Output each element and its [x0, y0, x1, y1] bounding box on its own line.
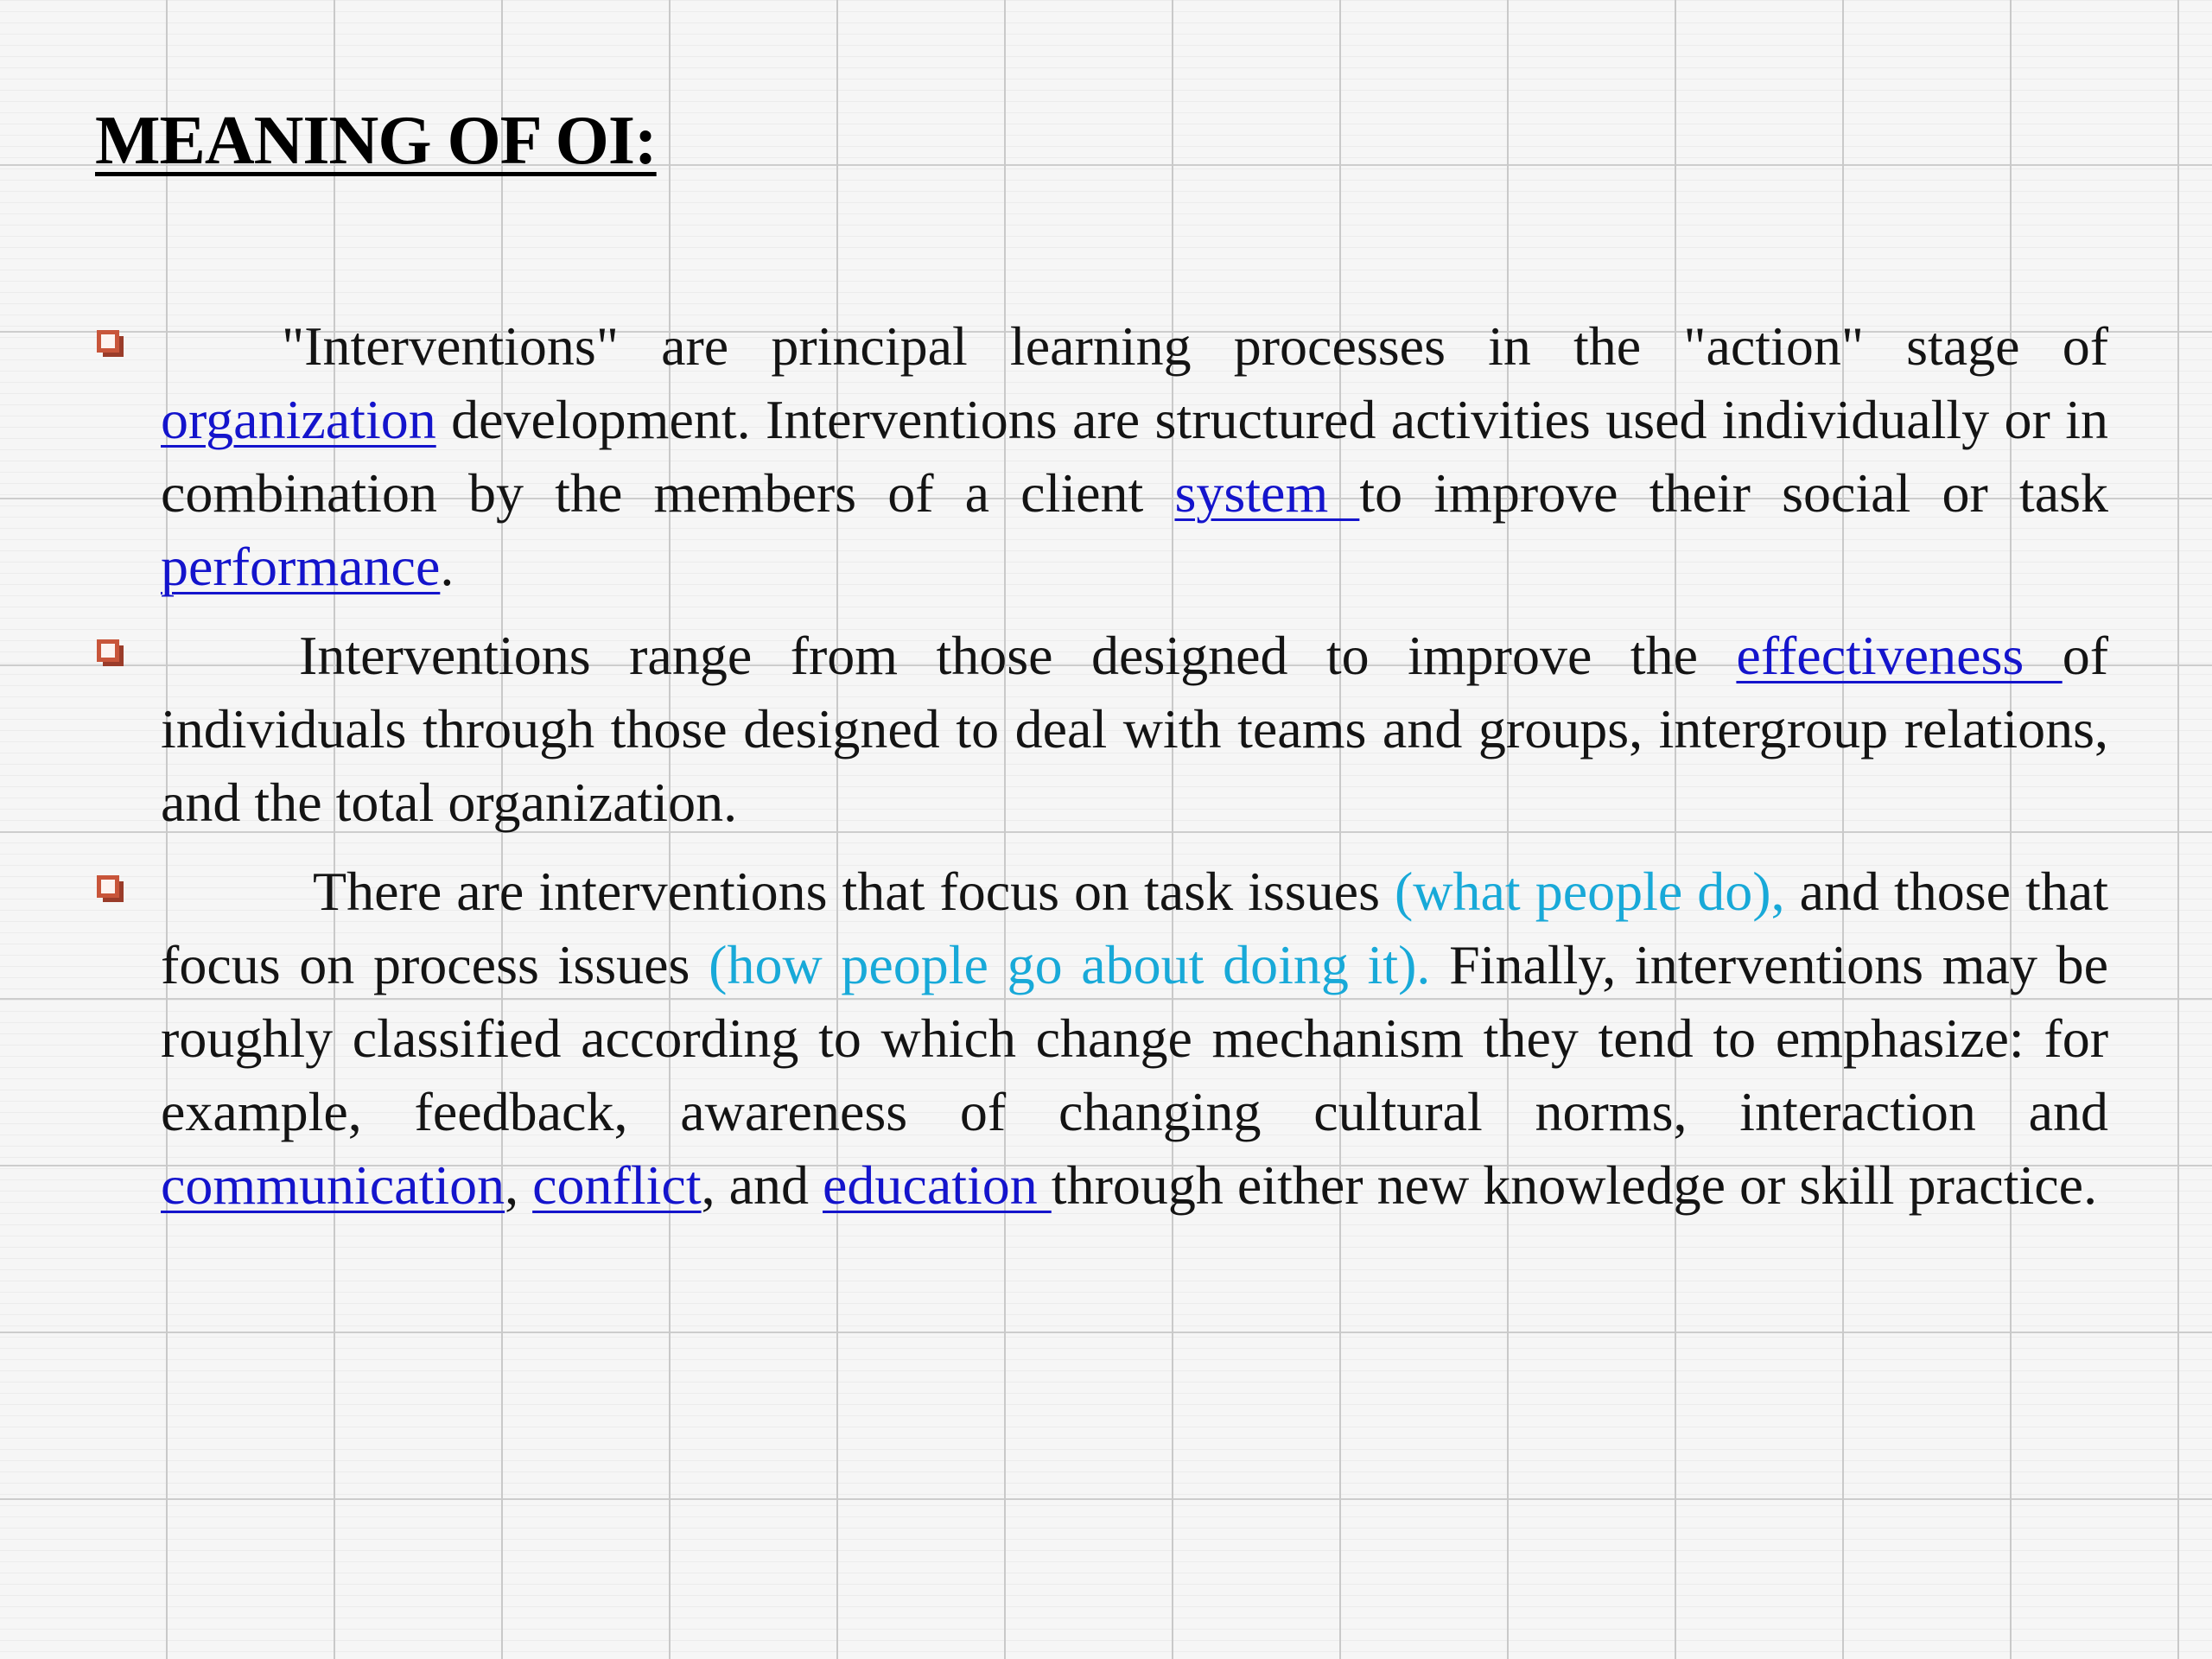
- bullet-text: through either new knowledge or skill practice.: [1051, 1154, 2098, 1216]
- link-performance[interactable]: performance: [161, 536, 441, 597]
- link-communication[interactable]: communication: [161, 1154, 505, 1216]
- link-system[interactable]: system: [1174, 462, 1360, 524]
- bullet-text: and those that focus on process issues: [161, 861, 2109, 995]
- bullet-text: , and: [701, 1154, 823, 1216]
- bullet-text: Interventions range from those designed to improve the: [299, 625, 1737, 686]
- bullet-item-1: [161, 309, 2108, 603]
- link-organization[interactable]: organization: [161, 389, 436, 450]
- bullet-text: .: [440, 536, 454, 597]
- slide-title: MEANING OF OI:: [95, 103, 657, 179]
- bullet-text: to improve their social or task: [1359, 462, 2109, 524]
- link-education[interactable]: education: [823, 1154, 1052, 1216]
- bullet-text: development. Interventions are structured activities used individually or in combination by the members of a client: [161, 389, 2108, 524]
- link-effectiveness[interactable]: effectiveness: [1736, 625, 2063, 686]
- bullet-text: "Interventions" are principal learning processes in the "action" stage of: [282, 315, 2108, 377]
- bullet-text: Finally, interventions may be roughly classified according to which change mechanism they tend to emphasize: for example, feedback, awareness of changing cultural norms, interaction and: [161, 934, 2109, 1142]
- bullet-text: ,: [505, 1154, 533, 1216]
- bullet-list: [0, 309, 2212, 1237]
- highlight-what-people-do: (what people do),: [1394, 861, 1785, 922]
- bullet-item-3: [161, 855, 2108, 1222]
- hollow-square-bullet-icon: [97, 330, 119, 353]
- bullet-text: There are interventions that focus on task issues: [313, 861, 1395, 922]
- bullet-item-2: [161, 619, 2108, 839]
- hollow-square-bullet-icon: [97, 875, 119, 898]
- highlight-how-people-go-about: (how people go about doing it).: [709, 934, 1431, 995]
- hollow-square-bullet-icon: [97, 639, 119, 662]
- link-conflict[interactable]: conflict: [532, 1154, 702, 1216]
- bullet-text: of individuals through those designed to deal with teams and groups, intergroup relations, and the total organization.: [161, 625, 2109, 833]
